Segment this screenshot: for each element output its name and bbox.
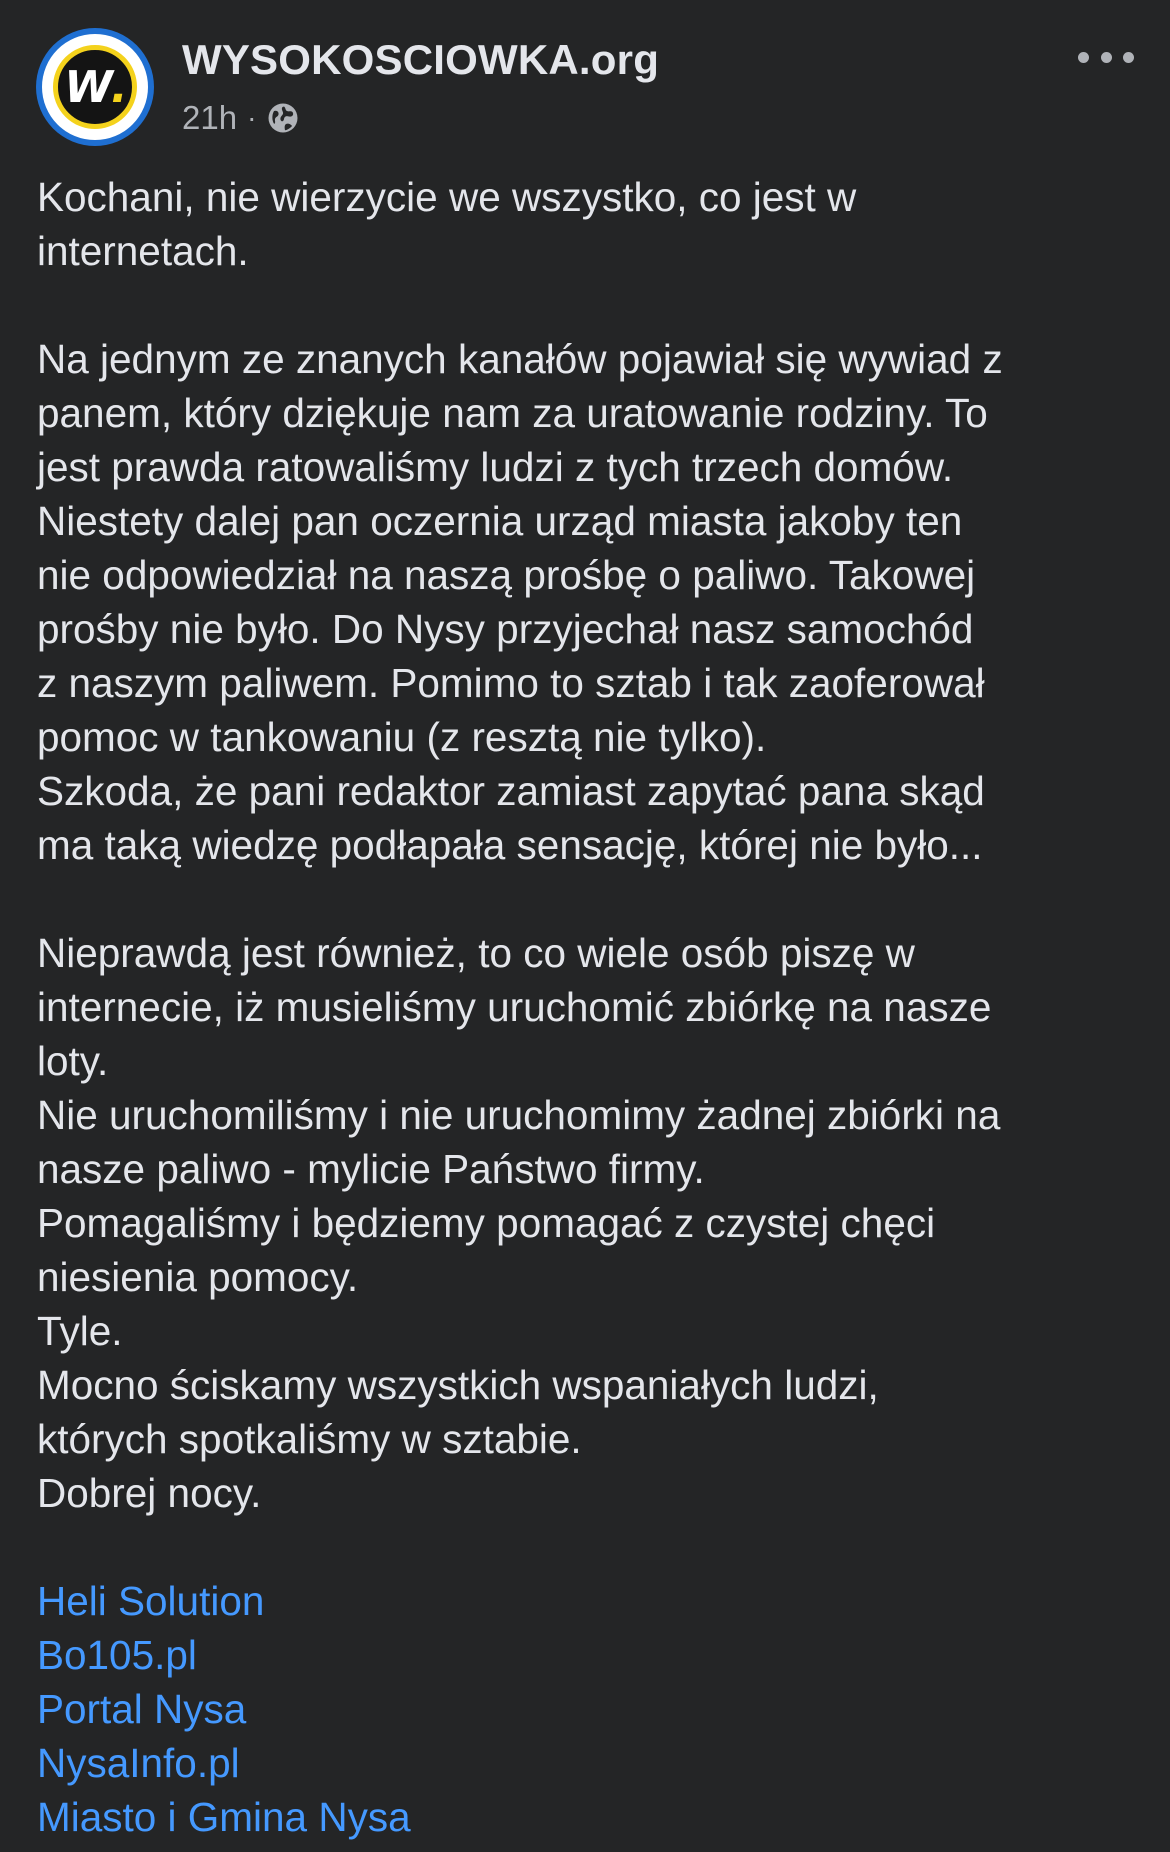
tag-link-bo105[interactable]: Bo105.pl bbox=[37, 1632, 197, 1678]
post-line: Dobrej nocy. bbox=[37, 1470, 262, 1516]
post-line: internetach. bbox=[37, 228, 249, 274]
post-line: niesienia pomocy. bbox=[37, 1254, 359, 1300]
post-line: loty. bbox=[37, 1038, 109, 1084]
avatar-logo bbox=[53, 45, 137, 129]
post-line: prośby nie było. Do Nysy przyjechał nasz samochód bbox=[37, 606, 974, 652]
more-dot bbox=[1078, 52, 1089, 63]
post-line: z naszym paliwem. Pomimo to sztab i tak zaoferował bbox=[37, 660, 985, 706]
post-header bbox=[36, 28, 1134, 150]
post-text bbox=[37, 170, 1147, 1844]
post-line: Mocno ściskamy wszystkich wspaniałych ludzi, bbox=[37, 1362, 879, 1408]
post-line: pomoc w tankowaniu (z resztą nie tylko). bbox=[37, 714, 767, 760]
post-blank-line bbox=[37, 1520, 1147, 1574]
post-line: Tyle. bbox=[37, 1308, 123, 1354]
tagged-pages-list bbox=[37, 1574, 1147, 1844]
post-line: Szkoda, że pani redaktor zamiast zapytać pana skąd bbox=[37, 768, 985, 814]
globe-icon bbox=[266, 101, 300, 135]
post-line: Nieprawdą jest również, to co wiele osób piszę w bbox=[37, 930, 915, 976]
avatar-letter: W bbox=[64, 61, 111, 113]
post-line: nasze paliwo - mylicie Państwo firmy. bbox=[37, 1146, 705, 1192]
page-name-link[interactable]: WYSOKOSCIOWKA.org bbox=[182, 36, 660, 83]
post-line: których spotkaliśmy w sztabie. bbox=[37, 1416, 582, 1462]
post-line: Pomagaliśmy i będziemy pomagać z czystej chęci bbox=[37, 1200, 936, 1246]
post-line: Na jednym ze znanych kanałów pojawiał się wywiad z bbox=[37, 336, 1003, 382]
post-meta bbox=[182, 98, 300, 138]
tag-link-nysainfo[interactable]: NysaInfo.pl bbox=[37, 1740, 240, 1786]
post-line: panem, który dziękuje nam za uratowanie rodziny. To bbox=[37, 390, 988, 436]
post-line: jest prawda ratowaliśmy ludzi z tych trzech domów. bbox=[37, 444, 954, 490]
post-blank-line bbox=[37, 278, 1147, 332]
tag-link-portal-nysa[interactable]: Portal Nysa bbox=[37, 1686, 247, 1732]
post-line: internecie, iż musieliśmy uruchomić zbiórkę na nasze bbox=[37, 984, 992, 1030]
more-dot bbox=[1123, 52, 1134, 63]
post-timestamp[interactable]: 21h bbox=[182, 99, 238, 136]
meta-separator: · bbox=[247, 102, 257, 133]
avatar-dot: . bbox=[110, 61, 126, 113]
tag-link-heli-solution[interactable]: Heli Solution bbox=[37, 1578, 265, 1624]
tag-link-miasto-gmina-nysa[interactable]: Miasto i Gmina Nysa bbox=[37, 1794, 411, 1840]
post-line: Kochani, nie wierzycie we wszystko, co jest w bbox=[37, 174, 857, 220]
post-line: ma taką wiedzę podłapała sensację, której nie było... bbox=[37, 822, 983, 868]
post-blank-line bbox=[37, 872, 1147, 926]
more-options-icon[interactable] bbox=[1078, 42, 1134, 72]
post-line: Niestety dalej pan oczernia urząd miasta jakoby ten bbox=[37, 498, 963, 544]
more-dot bbox=[1101, 52, 1112, 63]
post-line: nie odpowiedział na naszą prośbę o paliwo. Takowej bbox=[37, 552, 976, 598]
post-line: Nie uruchomiliśmy i nie uruchomimy żadnej zbiórki na bbox=[37, 1092, 1001, 1138]
avatar-logo-ring bbox=[42, 34, 148, 140]
page-avatar[interactable] bbox=[36, 28, 154, 146]
